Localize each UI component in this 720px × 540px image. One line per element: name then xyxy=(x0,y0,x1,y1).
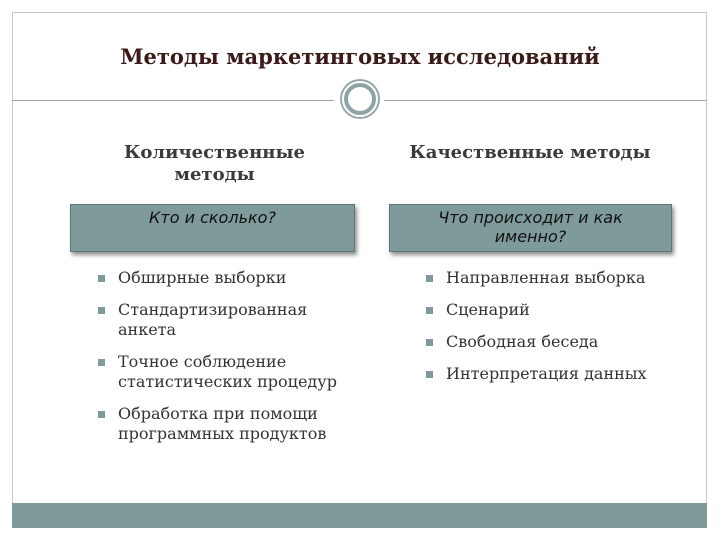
square-bullet-icon xyxy=(98,275,105,282)
footer-bar xyxy=(12,503,707,528)
qualitative-list xyxy=(424,268,694,396)
quantitative-list xyxy=(96,268,346,456)
list-item-text-cont: программных продуктов xyxy=(118,424,327,443)
heading-quantitative xyxy=(92,142,337,186)
question-quantitative: Кто и сколько? xyxy=(149,208,276,227)
square-bullet-icon xyxy=(426,371,433,378)
list-item-text: Обработка при помощи xyxy=(118,404,318,423)
square-bullet-icon xyxy=(426,339,433,346)
square-bullet-icon xyxy=(426,307,433,314)
list-item-text: Точное соблюдение xyxy=(118,352,287,371)
square-bullet-icon xyxy=(98,411,105,418)
page-title: Методы маркетинговых исследований xyxy=(120,44,600,69)
list-item xyxy=(96,268,346,288)
list-item-text-cont: статистических процедур xyxy=(118,372,337,391)
square-bullet-icon xyxy=(426,275,433,282)
title-divider-right xyxy=(384,100,707,101)
list-item xyxy=(424,332,694,352)
list-item-text: Направленная выборка xyxy=(446,268,646,287)
ring-emblem-icon xyxy=(339,78,381,120)
question-qualitative-line2: именно? xyxy=(494,227,567,246)
list-item xyxy=(424,364,694,384)
list-item-text: Интерпретация данных xyxy=(446,364,647,383)
heading-quantitative-line2: методы xyxy=(174,164,255,185)
list-item xyxy=(424,268,694,288)
question-qualitative-line1: Что происходит и как xyxy=(438,208,623,227)
list-item xyxy=(96,352,346,392)
square-bullet-icon xyxy=(98,359,105,366)
heading-quantitative-line1: Количественные xyxy=(124,142,305,163)
list-item-text: Свободная беседа xyxy=(446,332,599,351)
list-item-text: Стандартизированная xyxy=(118,300,308,319)
list-item xyxy=(96,300,346,340)
square-bullet-icon xyxy=(98,307,105,314)
title-divider-left xyxy=(12,100,334,101)
list-item-text: Сценарий xyxy=(446,300,530,319)
question-box-quantitative xyxy=(70,204,355,252)
question-box-qualitative xyxy=(389,204,672,252)
list-item-text: Обширные выборки xyxy=(118,268,287,287)
heading-qualitative: Качественные методы xyxy=(409,142,651,163)
list-item xyxy=(424,300,694,320)
list-item-text-cont: анкета xyxy=(118,320,177,339)
list-item xyxy=(96,404,346,444)
